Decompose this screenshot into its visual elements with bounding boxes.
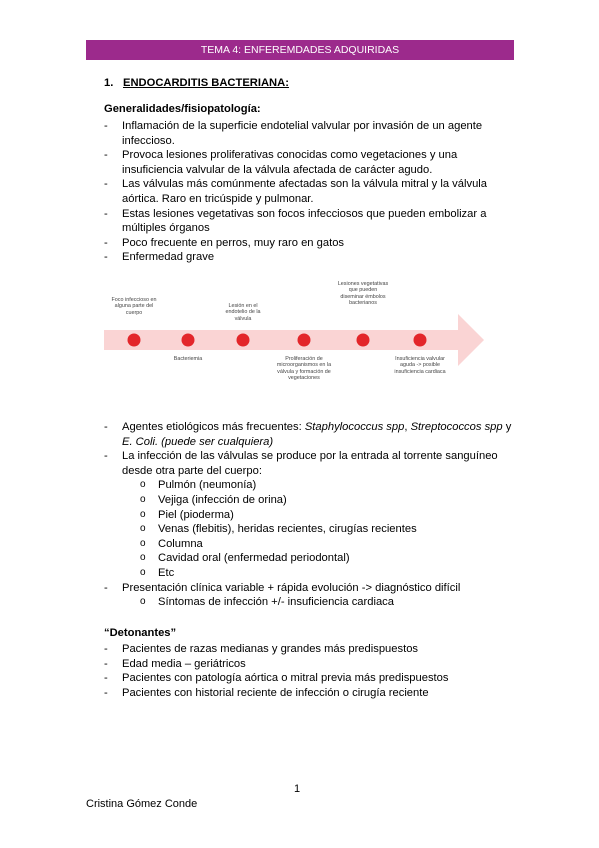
list-item: - Poco frecuente en perros, muy raro en gatos — [104, 236, 514, 251]
generalidades-list — [104, 119, 514, 265]
list-item: - Inflamación de la superficie endotelial valvular por invasión de un agente infeccioso. — [104, 119, 514, 148]
sublist-item: o Columna — [122, 537, 514, 552]
agent-ecoli: E. Coli. (puede ser cualquiera) — [122, 435, 274, 448]
sublist-item: o Vejiga (infección de orina) — [122, 493, 514, 508]
list-item: - Enfermedad grave — [104, 250, 514, 265]
section-title — [104, 77, 289, 89]
section-title-text: ENDOCARDITIS BACTERIANA: — [123, 77, 289, 89]
etiology-list — [104, 420, 514, 610]
footer-author: Cristina Gómez Conde — [86, 798, 198, 810]
timeline-dot — [357, 334, 370, 347]
detonantes-heading: “Detonantes” — [104, 627, 177, 639]
list-item: - Pacientes con historial reciente de infección o cirugía reciente — [104, 686, 514, 701]
agent-streptococcos: Streptococcos spp — [410, 421, 503, 433]
page-number: 1 — [294, 783, 301, 795]
infection-text: La infección de las válvulas se produce por la entrada al torrente sanguíneo desde otra parte del cuerpo: — [122, 450, 498, 477]
sublist-item: o Síntomas de infección +/- insuficiencia cardiaca — [122, 595, 514, 610]
generalidades-heading: Generalidades/fisiopatología: — [104, 103, 261, 115]
list-item: - Pacientes de razas medianas y grandes más predispuestos — [104, 642, 514, 657]
presentation-text: Presentación clínica variable + rápida evolución -> diagnóstico difícil — [122, 581, 461, 594]
pathophysiology-timeline — [104, 280, 488, 400]
list-item: - Estas lesiones vegetativas son focos infecciosos que pueden embolizar a múltiples órganos — [104, 207, 514, 236]
section-number: 1. — [104, 77, 114, 89]
timeline-dot — [182, 334, 195, 347]
presentation-sublist — [122, 595, 514, 610]
timeline-label-top: Foco infeccioso en alguna parte del cuerpo — [111, 297, 157, 316]
timeline-dot — [128, 334, 141, 347]
timeline-label-bottom: Bacteriemia — [173, 356, 203, 362]
list-item-infection — [104, 449, 514, 580]
list-item: - Edad media – geriátricos — [104, 657, 514, 672]
timeline-graphic — [104, 280, 488, 400]
timeline-label-top: Lesión en el endotelio de la válvula — [225, 303, 261, 322]
agents-prefix: Agentes etiológicos más frecuentes: — [122, 421, 305, 433]
list-item: - Las válvulas más comúnmente afectadas son la válvula mitral y la válvula aórtica. Raro en tricúspide y pulmonar. — [104, 177, 514, 206]
agents-separator: , — [404, 421, 411, 433]
timeline-label-bottom: Insuficiencia valvular aguda -> posible insuficiencia cardiaca — [394, 356, 446, 375]
header-title-bar: TEMA 4: ENFEREMDADES ADQUIRIDAS — [86, 40, 514, 60]
infection-sources-list — [122, 478, 514, 580]
list-item: - Pacientes con patología aórtica o mitral previa más predispuestos — [104, 671, 514, 686]
list-item-presentation — [104, 581, 514, 610]
timeline-dot — [237, 334, 250, 347]
timeline-label-top: Lesiones vegetativas que pueden diseminar émbolos bacterianos — [337, 281, 389, 306]
detonantes-list — [104, 642, 514, 700]
timeline-label-bottom: Proliferación de microorganismos en la válvula y formación de vegetaciones — [276, 356, 332, 381]
timeline-dot — [414, 334, 427, 347]
sublist-item: o Venas (flebitis), heridas recientes, cirugías recientes — [122, 522, 514, 537]
agent-staphylococcus: Staphylococcus spp — [304, 421, 405, 433]
list-item: - Provoca lesiones proliferativas conocidas como vegetaciones y una insuficiencia valvular de la válvula afectada de carácter agudo. — [104, 148, 514, 177]
agents-conjunction: y — [502, 421, 512, 433]
list-item-agents — [104, 420, 514, 449]
sublist-item: o Piel (pioderma) — [122, 508, 514, 523]
sublist-item: o Etc — [122, 566, 514, 581]
timeline-dot — [298, 334, 311, 347]
sublist-item: o Cavidad oral (enfermedad periodontal) — [122, 551, 514, 566]
sublist-item: o Pulmón (neumonía) — [122, 478, 514, 493]
